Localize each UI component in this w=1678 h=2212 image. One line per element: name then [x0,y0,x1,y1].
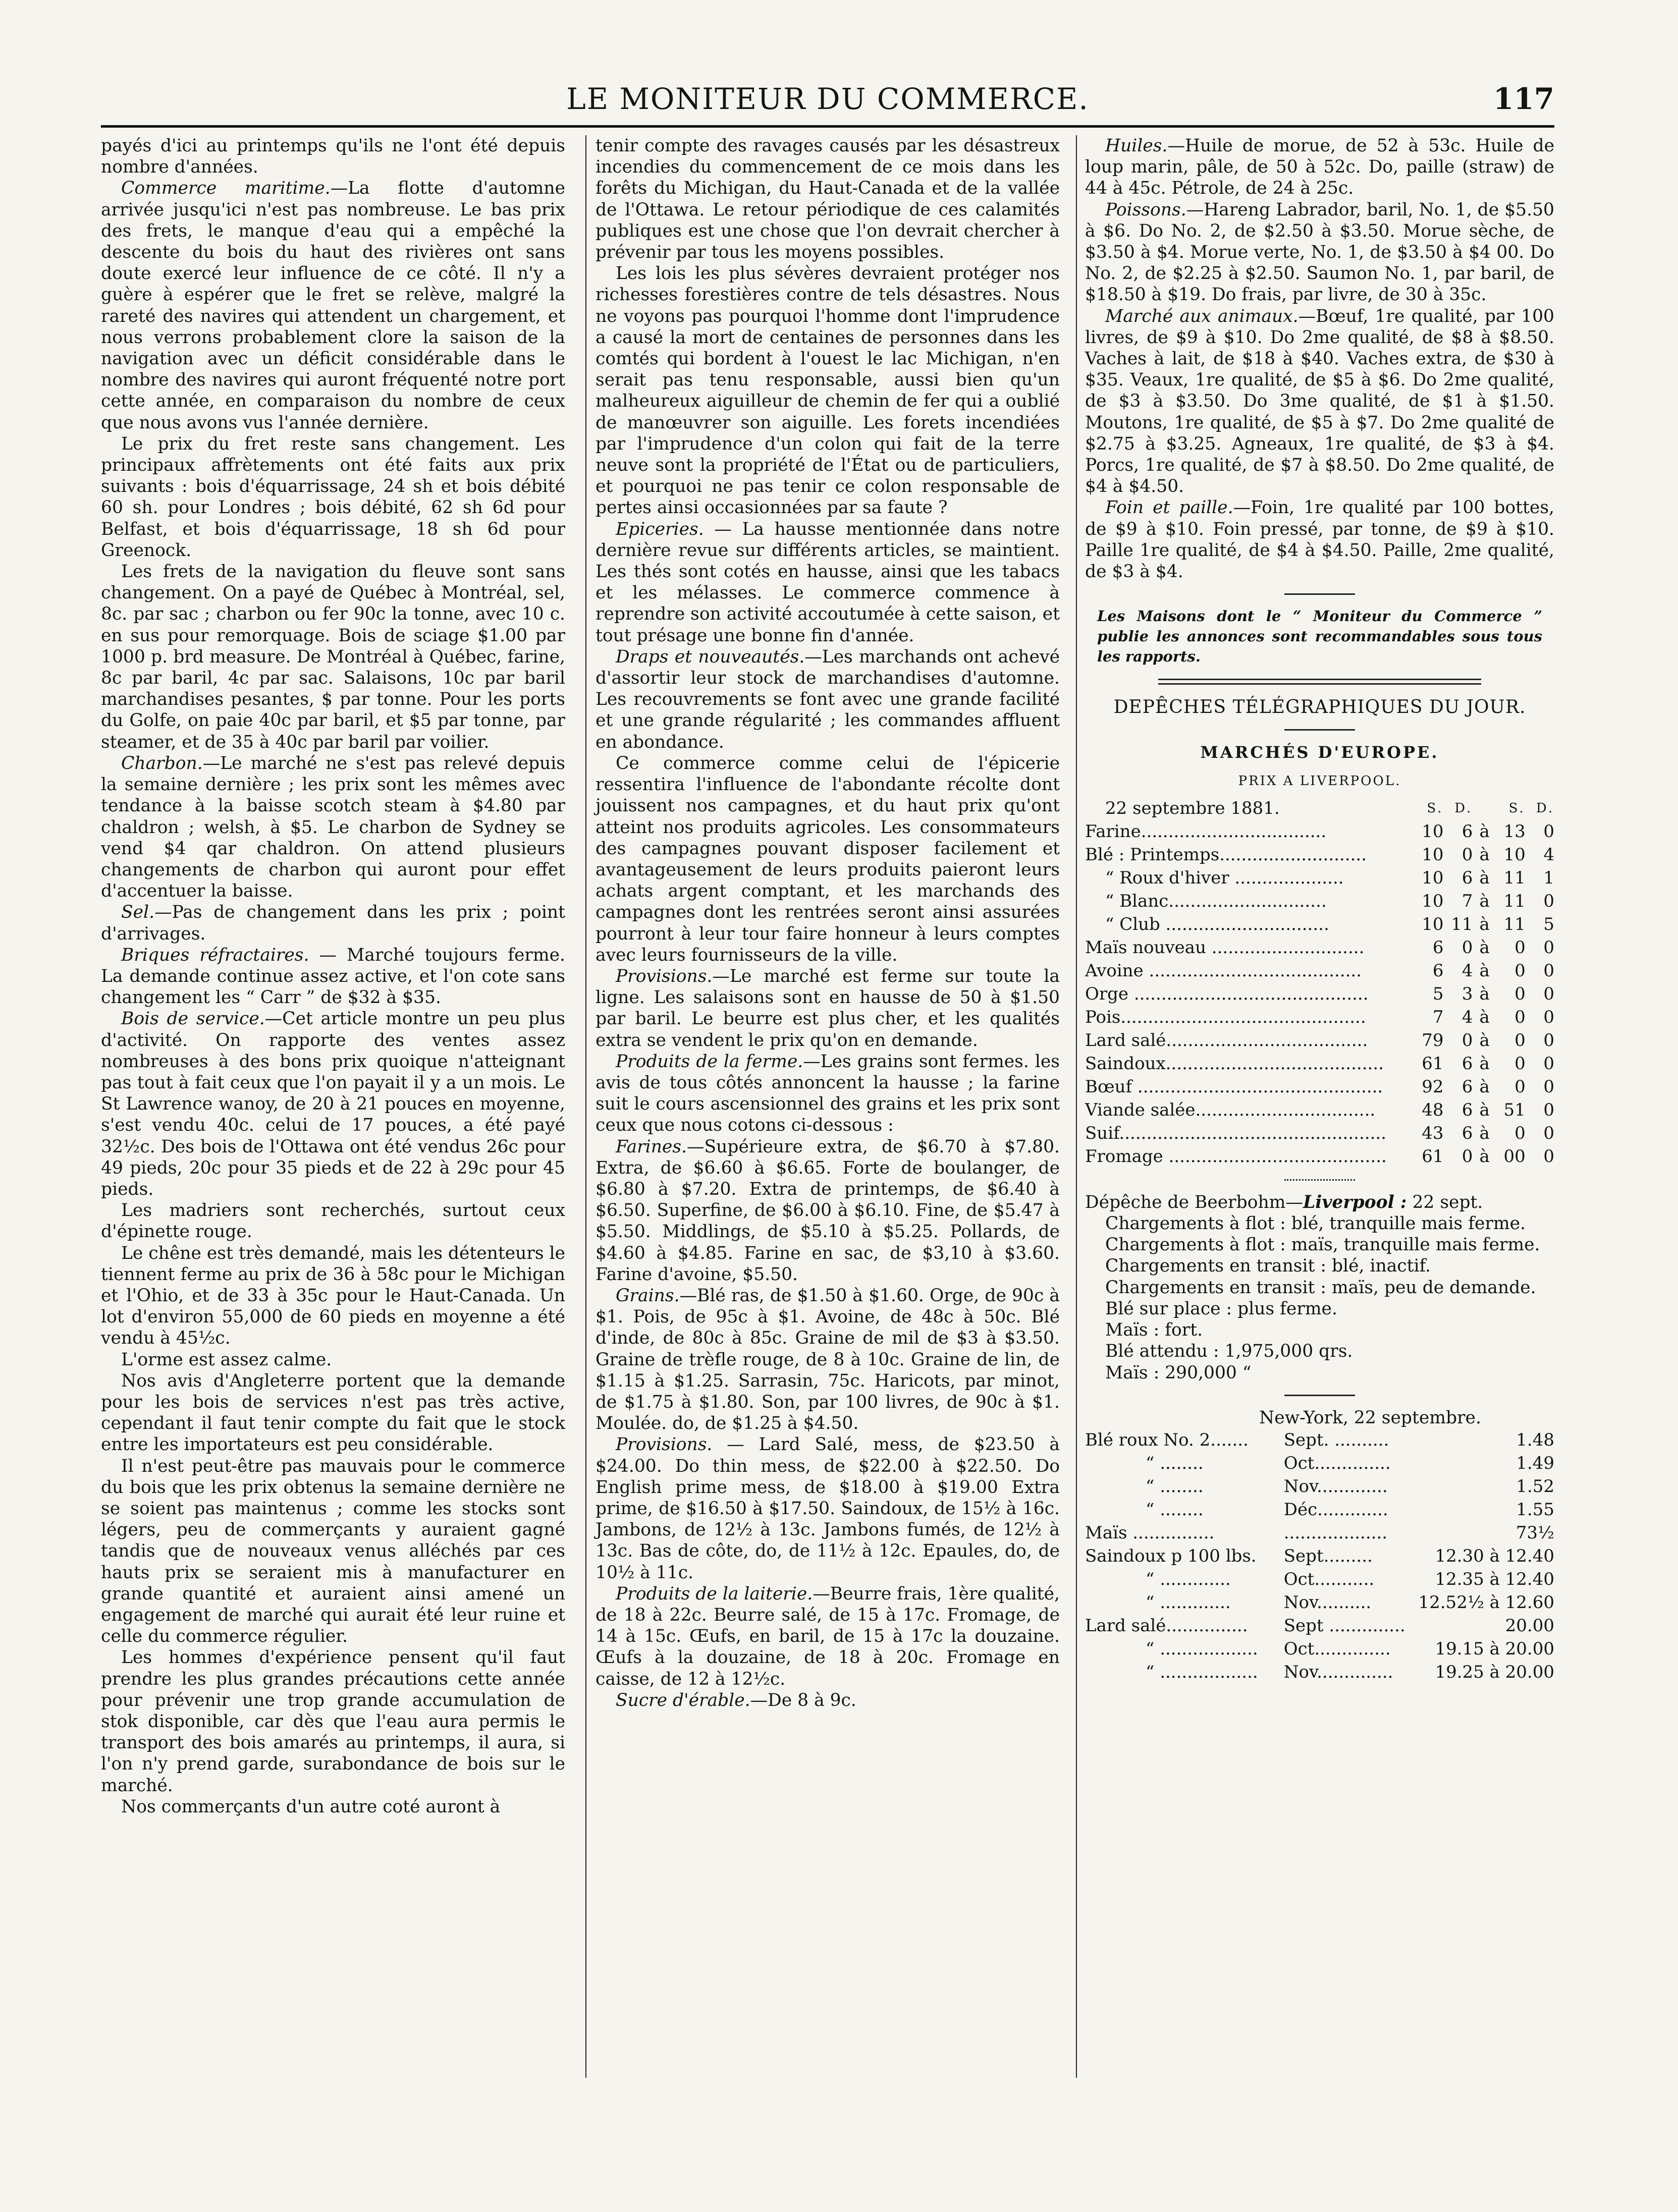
paragraph-text: Les frets de la navigation du fleuve sont sans changement. On a payé de Québec à Montréal, sel, 8c. par sac ; charbon ou fer 90c la tonne, avec 10 c. en sus pour remorquage. Bois de sciage $1.00 par 1000 p. brd measure. De Montréal à Québec, farine, 8c par baril, 4c par sac. Salaisons, 10c par baril marchandises pesantes, $ par tonne. Pour les ports du Golfe, on paie 40c par baril, et $5 par tonne, par steamer, et de 35 à 40c par baril par voilier. [101,562,565,752]
paragraph-text: L'orme est assez calme. [121,1349,332,1370]
price-cell: 4 [1462,1007,1473,1027]
depeches-title: DEPÊCHES TÉLÉGRAPHIQUES DU JOUR. [1113,697,1526,718]
beerbohm-dispatch [1085,1192,1554,1384]
price-cell: 11 [1503,867,1526,888]
section-heading: Grains. [616,1285,680,1306]
table-row [1085,890,1554,913]
price-cell: 13 [1503,821,1526,842]
price-cell: 73½ [1515,1522,1554,1543]
price-cell: à [1479,937,1490,958]
price-cell: 0 [1514,1076,1526,1097]
commodity-label: Maïs ............... [1085,1522,1215,1543]
table-row [1085,1498,1554,1521]
price-cell: 61 [1422,1146,1444,1167]
price-cell: 0 [1543,1007,1554,1027]
table-row [1085,820,1554,843]
column-header: D. [1454,800,1473,816]
commodity-label: Orge ........................................... [1085,983,1369,1004]
price-cell: 10 [1422,821,1444,842]
article-paragraph [596,1136,1060,1285]
section-heading: Provisions. [616,966,713,986]
beerbohm-heading [1085,1192,1554,1213]
price-cell: 0 [1514,937,1526,958]
price-cell: 11 [1503,891,1526,911]
commodity-label: Viande salée................................. [1085,1099,1376,1120]
price-cell: à [1479,1076,1490,1097]
commodity-label: “ Club .............................. [1105,914,1329,934]
section-heading: Charbon. [121,753,203,773]
beerbohm-date: 22 sept. [1406,1192,1483,1212]
section-heading: Marché aux animaux. [1105,306,1298,326]
table-row [1085,1029,1554,1052]
table-row [1085,936,1554,959]
paragraph-text: —Beurre frais, 1ère qualité, de 18 à 22c. Beurre salé, de 15 à 17c. Fromage, de 14 à 15c. Œufs, en baril, de 15 à 17c la douzaine. Œufs à la douzaine, de 18 à 20c. Fromage en caisse, de 12 à 12½c. [596,1583,1060,1689]
price-cell: 0 [1543,1146,1554,1167]
table-row [1085,1145,1554,1168]
price-cell: 79 [1422,1030,1444,1050]
commodity-label: “ ........ [1146,1499,1204,1520]
price-cell: 10 [1503,844,1526,865]
paragraph-text: —Le marché est ferme sur toute la ligne. Les salaisons sont en hausse de 50 à $1.50 par baril. Le beurre est plus cher, et les qualités extra se vendent le prix qu'on en demande. [596,966,1060,1050]
section-heading: Sel. [121,902,155,923]
commodity-label: Fromage ........................................ [1085,1146,1387,1167]
double-rule [1158,679,1481,685]
price-cell: 1 [1543,867,1554,888]
article-paragraph [596,1690,1060,1711]
table-row [1085,1637,1554,1661]
price-cell: 6 [1462,1076,1473,1097]
article-paragraph [101,1370,565,1456]
price-cell: 0 [1514,1123,1526,1143]
column-divider-2 [1076,135,1077,2078]
article-paragraph [101,1796,565,1817]
section-heading: Commerce maritime. [121,178,331,199]
column-divider-1 [585,135,586,2078]
price-cell: 6 [1462,1053,1473,1074]
delivery-month: Nov.............. [1283,1662,1393,1682]
delivery-month: Sept......... [1283,1545,1373,1566]
delivery-month: Sept .............. [1283,1615,1405,1636]
delivery-month: Oct........... [1283,1569,1375,1589]
price-cell: à [1479,960,1490,981]
price-cell: à [1479,1146,1490,1167]
section-heading: Foin et paille. [1105,497,1233,518]
price-cell: 10 [1422,914,1444,934]
commodity-label: “ Blanc............................. [1105,891,1327,911]
article-paragraph [1085,306,1554,497]
commodity-label: “ ........ [1146,1476,1204,1497]
paragraph-text: —Supérieure extra, de $6.70 à $7.80. Extra, de $6.60 à $6.65. Forte de boulanger, de $6.80 à $7.20. Extra de printemps, de $6.40 à $6.50. Superfine, de $6.00 à $6.10. Fine, de $5.47 à $5.50. Middlings, de $5.10 à $5.25. Pollards, de $4.60 à $4.85. Farine en sac, de $3,10 à $3.60. Farine d'avoine, $5.50. [596,1136,1060,1285]
article-paragraph [101,945,565,1009]
table-row [1085,1098,1554,1122]
price-cell: 7 [1432,1007,1444,1027]
europe-markets-title: MARCHÉS D'EUROPE. [1200,743,1439,762]
article-paragraph [596,135,1060,263]
paragraph-text: Ce commerce comme celui de l'épicerie ressentira l'influence de l'abondante récolte dont jouissent nos campagnes, et du haut prix qu'ont atteint nos produits agricoles. Les consommateurs des campagnes pouvant disposer facilement et avantageusement de leurs produits paieront leurs achats argent comptant, et les marchands des campagnes dont les rentrées seront ainsi assurées pourront à leur tour faire honneur à leurs comptes avec leurs fournisseurs de la ville. [596,753,1060,965]
price-cell: 6 [1462,821,1473,842]
table-row [1085,843,1554,866]
beerbohm-city: Liverpool : [1303,1192,1407,1212]
price-cell: 4 [1462,960,1473,981]
commodity-label: Pois............................................. [1085,1007,1366,1027]
dispatch-line: Maïs : fort. [1105,1320,1203,1341]
table-row [1085,1475,1554,1498]
article-paragraph [101,1349,565,1370]
article-paragraph [1085,199,1554,306]
commodity-label: Suif................................................. [1085,1123,1387,1143]
price-cell: à [1479,1099,1490,1120]
column-1 [101,135,565,1817]
price-cell: 61 [1422,1053,1444,1074]
commodity-label: Blé : Printemps........................... [1085,844,1367,865]
paragraph-text: Il n'est peut-être pas mauvais pour le commerce du bois que les prix obtenus la semaine dernière ne se soient pas maintenus ; comme les stocks sont légers, peu de commerçants y auraient gagné tandis que de nouveaux venus alléchés par ces hauts prix se seraient mis à manufacturer en grande quantité et auraient ainsi amené un engagement de marché qui aurait été leur ruine et celle du commerce régulier. [101,1456,565,1647]
article-paragraph [101,1008,565,1200]
price-cell: 6 [1432,960,1444,981]
table-row [1085,913,1554,936]
commodity-label: “ ............. [1146,1592,1231,1613]
price-cell: 1.55 [1516,1499,1554,1520]
table-row [1085,1521,1554,1544]
article-paragraph [596,1285,1060,1434]
paragraph-text: Le prix du fret reste sans changement. Les principaux affrètements ont été faits aux prix suivants : bois d'équarrissage, 24 sh et bois débité 60 sh. pour Londres ; bois débité, 62 sh 6d pour Belfast, et bois d'équarrissage, 18 sh 6d pour Greenock. [101,433,565,561]
page-number: 117 [1493,82,1554,116]
column-header: D. [1536,800,1554,816]
price-cell: 0 [1543,983,1554,1004]
separator-rule [1284,1179,1355,1181]
commodity-label: Bœuf ............................................. [1085,1076,1383,1097]
beerbohm-intro: Dépêche de Beerbohm— [1085,1192,1303,1212]
section-heading: Produits de la laiterie. [616,1583,813,1604]
newspaper-title: LE MONITEUR DU COMMERCE. [566,82,1089,116]
section-heading: Briques réfractaires. [121,945,309,965]
price-cell: 0 [1543,1123,1554,1143]
price-cell: 4 [1543,844,1554,865]
price-cell: à [1479,1123,1490,1143]
commodity-label: Blé roux No. 2....... [1085,1429,1249,1450]
article-paragraph [596,646,1060,753]
price-cell: 0 [1514,1007,1526,1027]
paragraph-text: Les lois les plus sévères devraient protéger nos richesses forestières contre de tels désastres. Nous ne voyons pas pourquoi l'homme dont l'imprudence a causé la mort de centaines de personnes dans les comtés qui bordent à l'ouest le lac Michigan, n'en serait pas tenu responsable, aussi bien qu'un malheureux aiguilleur de chemin de fer qui a oublié de manœuvrer son aiguille. Les forets incendiées par l'imprudence d'un colon qui fait de la terre neuve sont la propriété de l'État ou de particuliers, et pourquoi ne pas tenir ce colon responsable de pertes ainsi occasionnées par sa faute ? [596,263,1060,518]
paragraph-text: —La flotte d'automne arrivée jusqu'ici n'est pas nombreuse. Le bas prix des frets, le manque d'eau qui a empêché la descente du bois du haut des rivières ont sans doute exercé leur influence de ce côté. Il n'y a guère à espérer que le fret se relève, malgré la rareté des navires qui attendent un chargement, et nous verrons probablement clore la saison de la navigation avec un déficit considérable dans le nombre des navires qui auront fréquenté notre port cette année, en comparaison du nombre de ceux que nous avons vus l'année dernière. [101,178,565,433]
paragraph-text: Nos commerçants d'un autre coté auront à [121,1796,501,1817]
paragraph-text: tenir compte des ravages causés par les désastreux incendies du commencement de ce mois dans les forêts du Michigan, du Haut-Canada et de la vallée de l'Ottawa. Le retour périodique de ces calamités publiques est une chose que l'on devrait chercher à prévenir par tous les moyens possibles. [596,136,1060,263]
dispatch-line: Chargements à flot : blé, tranquille mais ferme. [1105,1213,1526,1234]
price-cell: 12.30 à 12.40 [1435,1545,1554,1566]
price-cell: 5 [1432,983,1444,1004]
price-cell: 0 [1543,1076,1554,1097]
price-cell: 0 [1514,1030,1526,1050]
section-heading: Provisions. [616,1434,713,1455]
paragraph-text: payés d'ici au printemps qu'ils ne l'ont été depuis nombre d'années. [101,136,565,178]
price-cell: 11 [1503,914,1526,934]
price-cell: à [1479,821,1490,842]
price-cell: 0 [1543,1099,1554,1120]
article-paragraph [101,1200,565,1242]
table-row [1085,1591,1554,1614]
commodity-label: “ Roux d'hiver .................... [1105,867,1344,888]
commodity-label: Saindoux p 100 lbs. [1085,1545,1257,1566]
price-cell: 20.00 [1505,1615,1554,1636]
liverpool-prices-title: PRIX A LIVERPOOL. [1238,773,1401,789]
paragraph-text: Les madriers sont recherchés, surtout ceux d'épinette rouge. [101,1200,565,1242]
commodity-label: Farine.................................. [1085,821,1327,842]
price-cell: 0 [1543,937,1554,958]
delivery-month: ................... [1283,1522,1388,1543]
header-rule [101,125,1554,128]
paragraph-text: —De 8 à 9c. [750,1690,856,1710]
newyork-price-table [1085,1428,1554,1684]
table-row [1085,1661,1554,1684]
price-cell: 0 [1543,960,1554,981]
separator-rule [1284,729,1355,731]
price-cell: 0 [1514,983,1526,1004]
table-row [1085,1122,1554,1145]
price-cell: 51 [1503,1099,1526,1120]
article-paragraph [596,1434,1060,1583]
table-row [1085,1614,1554,1637]
article-paragraph [101,902,565,944]
table-row [1085,1075,1554,1098]
table-row [1085,982,1554,1006]
delivery-month: Nov............. [1283,1476,1388,1497]
price-cell: 0 [1543,1030,1554,1050]
paragraph-text: —Pas de changement dans les prix ; point d'arrivages. [101,902,565,944]
paragraph-text: —Cet article montre un peu plus d'activité. On rapporte des ventes assez nombreuses à des bons prix quoique n'atteignant pas tout à fait ceux que l'on payait il y a un mois. Le St Lawrence wanoy, de 20 à 21 pouces en moyenne, s'est vendu 40c. celui de 17 pouces, a été payé 32½c. Des bois de l'Ottawa ont été vendus 26c pour 49 pieds, 20c pour 35 pieds et de 22 à 29c pour 45 pieds. [101,1009,565,1199]
beerbohm-lines [1085,1213,1554,1384]
section-heading: Bois de service. [121,1009,265,1029]
price-cell: 1.52 [1516,1476,1554,1497]
paragraph-text: — Lard Salé, mess, de $23.50 à $24.00. Do thin mess, de $22.00 à $22.50. Do English prime mess, de $18.00 à $19.00 Extra prime, de $16.50 à $17.50. Saindoux, de 15½ à 16c. Jambons, de 12½ à 13c. Jambons fumés, de 12½ à 13c. Bas de côte, do, de 11½ à 12c. Epaules, do, de 10½ à 11c. [596,1434,1060,1583]
price-cell: 19.15 à 20.00 [1435,1638,1554,1659]
column-2 [596,135,1060,1711]
delivery-month: Nov.......... [1283,1592,1372,1613]
table-header-row [1085,797,1554,820]
dispatch-line: Blé sur place : plus ferme. [1105,1298,1337,1319]
commodity-label: “ ............. [1146,1569,1231,1589]
price-cell: 12.52½ à 12.60 [1418,1592,1554,1613]
paragraph-text: —Le marché ne s'est pas relevé depuis la semaine dernière ; les prix sont les mêmes avec tendance à la baisse scotch steam à $4.80 par chaldron ; welsh, à $5. Le charbon de Sydney se vend $4 qar chaldron. On attend plusieurs changements de charbon qui auront pour effet d'accentuer la baisse. [101,753,565,902]
separator-rule [1284,593,1355,595]
price-cell: 7 [1462,891,1473,911]
delivery-month: Déc............. [1283,1499,1388,1520]
price-cell: 6 [1432,937,1444,958]
article-paragraph [101,178,565,433]
table-row [1085,1568,1554,1591]
article-paragraph [101,135,565,178]
paragraph-text: —Huile de morue, de 52 à 53c. Huile de loup marin, pâle, de 50 à 52c. Do, paille (straw) de 44 à 45c. Pétrole, de 24 à 25c. [1085,136,1554,199]
section-heading: Epiceries. [616,519,704,539]
paragraph-text: —Blé ras, de $1.50 à $1.60. Orge, de 90c à $1. Pois, de 95c à $1. Avoine, de 48c à 50c. Blé d'inde, de 80c à 85c. Graine de mil de $3 à $3.50. Graine de trèfle rouge, de 8 à 10c. Graine de lin, de $1.15 à $1.25. Sarrasin, 75c. Haricots, par minot, de $1.75 à $1.80. Son, par 100 livres, de 90c à $1. Moulée. do, de $1.25 à $4.50. [596,1285,1060,1434]
section-heading: Farines. [616,1136,687,1157]
section-heading: Sucre d'érable. [616,1690,750,1710]
price-cell: 10 [1422,891,1444,911]
article-paragraph [1085,135,1554,199]
delivery-month: Oct.............. [1283,1453,1391,1473]
price-cell: 11 [1451,914,1473,934]
article-paragraph [596,519,1060,646]
article-paragraph [596,753,1060,966]
article-paragraph [596,966,1060,1051]
price-cell: 0 [1462,1146,1473,1167]
table-row [1085,1006,1554,1029]
section-heading: Produits de la ferme. [616,1051,803,1072]
price-cell: 19.25 à 20.00 [1435,1662,1554,1682]
article-paragraph [101,1456,565,1647]
column-3 [1085,135,1554,1684]
dispatch-line: Blé attendu : 1,975,000 qrs. [1105,1341,1353,1362]
column-header: S. [1508,800,1526,816]
commodity-label: Avoine ....................................... [1085,960,1362,981]
dispatch-line: Chargements en transit : maïs, peu de demande. [1105,1277,1536,1298]
price-cell: 0 [1514,960,1526,981]
price-cell: à [1479,1053,1490,1074]
commodity-label: “ .................. [1146,1638,1258,1659]
article-paragraph [101,561,565,753]
paragraph-text: —Hareng Labrador, baril, No. 1, de $5.50 à $6. Do No. 2, de $2.50 à $3.50. Morue sèche, de $3.50 à $4. Morue verte, No. 1, de $3.50 à $4 00. Do No. 2, de $2.25 à $2.50. Saumon No. 1, par baril, de $18.50 à $19. Do frais, par livre, de 30 à 35c. [1085,199,1554,305]
commodity-label: Saindoux........................................ [1085,1053,1384,1074]
price-cell: 92 [1422,1076,1444,1097]
separator-rule [1284,1395,1355,1396]
price-cell: 43 [1422,1123,1444,1143]
price-cell: 10 [1422,844,1444,865]
delivery-month: Oct.............. [1283,1638,1391,1659]
column-header: S. [1427,800,1444,816]
article-paragraph [1085,497,1554,582]
article-paragraph [596,1583,1060,1690]
paragraph-text: —Foin, 1re qualité par 100 bottes, de $9 à $10. Foin pressé, par tonne, de $9 à $10. Paille 1re qualité, de $4 à $4.50. Paille, 2me qualité, de $3 à $4. [1085,497,1554,582]
paragraph-text: — Marché toujours ferme. La demande continue assez active, et l'on cote sans changement les “ Carr ” de $32 à $35. [101,945,565,1008]
table-row [1085,1428,1554,1452]
commodity-label: “ ........ [1146,1453,1204,1473]
price-cell: 12.35 à 12.40 [1435,1569,1554,1589]
price-cell: 1.48 [1516,1429,1554,1450]
price-cell: 0 [1543,821,1554,842]
commodity-label: Lard salé............... [1085,1615,1248,1636]
table-row [1085,1052,1554,1075]
delivery-month: Sept. .......... [1283,1429,1389,1450]
article-paragraph [596,1051,1060,1136]
table-row [1085,959,1554,982]
price-cell: 00 [1503,1146,1526,1167]
article-paragraph [101,753,565,902]
price-cell: 6 [1462,1123,1473,1143]
paragraph-text: Nos avis d'Angleterre portent que la demande pour les bois de services n'est pas très active, cependant il faut tenir compte du fait que le stock entre les importateurs est peu considérable. [101,1370,565,1455]
price-cell: 0 [1543,1053,1554,1074]
paragraph-text: —Les marchands ont achevé d'assortir leur stock de marchandises d'automne. Les recouvrements se font avec une grande facilité et une grande régularité ; les commandes affluent en abondance. [596,646,1060,752]
paragraph-text: Le chêne est très demandé, mais les détenteurs le tiennent ferme au prix de 36 à 58c pour le Michigan et l'Ohio, et de 33 à 35c pour le Haut-Canada. Un lot d'environ 55,000 de 60 pieds en moyenne a été vendu à 45½c. [101,1243,565,1349]
price-cell: 6 [1462,867,1473,888]
table-row [1085,1544,1554,1568]
price-cell: 0 [1543,891,1554,911]
price-cell: 0 [1514,1053,1526,1074]
price-cell: 1.49 [1516,1453,1554,1473]
dispatch-line: Chargements à flot : maïs, tranquille mais ferme. [1105,1235,1540,1255]
dispatch-line: Maïs : 290,000 “ [1105,1362,1252,1383]
paragraph-text: —Les grains sont fermes. les avis de tous côtés annoncent la hausse ; la farine suit le cours ascensionnel des grains et les prix sont ceux que nous cotons ci-dessous : [596,1051,1060,1136]
price-cell: 0 [1462,844,1473,865]
commodity-label: Lard salé..................................... [1085,1030,1368,1050]
commodity-label: Maïs nouveau ............................ [1085,937,1365,958]
price-cell: 0 [1462,1030,1473,1050]
price-cell: 48 [1422,1099,1444,1120]
paragraph-text: —Bœuf, 1re qualité, par 100 livres, de $9 à $10. Do 2me qualité, de $8 à $8.50. Vaches à lait, de $18 à $40. Vaches extra, de $30 à $35. Veaux, 1re qualité, de $5 à $6. Do 2me qualité, de $3 à $3.50. Do 3me qualité, de $1 à $1.50. Moutons, 1re qualité, de $5 à $7. Do 2me qualité de $2.75 à $3.25. Agneaux, 1re qualité, de $3 à $4. Porcs, 1re qualité, de $7 à $8.50. Do 2me qualité, de $4 à $4.50. [1085,306,1554,497]
price-cell: 3 [1462,983,1473,1004]
price-cell: 0 [1462,937,1473,958]
section-heading: Draps et nouveautés. [616,646,805,667]
price-cell: à [1479,983,1490,1004]
article-paragraph [101,1647,565,1796]
price-cell: à [1479,844,1490,865]
price-cell: à [1479,914,1490,934]
price-cell: à [1479,867,1490,888]
liverpool-date: 22 septembre 1881. [1105,798,1280,818]
price-cell: à [1479,891,1490,911]
section-heading: Huiles. [1105,136,1168,156]
masthead [101,80,1554,125]
article-paragraph [101,433,565,561]
commodity-label: “ .................. [1146,1662,1258,1682]
paragraph-text: Les hommes d'expérience pensent qu'il faut prendre les plus grandes précautions cette année pour prévenir une trop grande accumulation de stok disponible, car dès que l'eau aura permis le transport des bois amarés au printemps, il aura, si l'on n'y prend garde, surabondance de bois sur le marché. [101,1647,565,1796]
price-cell: 5 [1543,914,1554,934]
newyork-title: New-York, 22 septembre. [1259,1407,1481,1428]
dispatch-line: Chargements en transit : blé, inactif. [1105,1256,1431,1277]
section-heading: Poissons. [1105,199,1186,220]
table-row [1085,1452,1554,1475]
table-row [1085,866,1554,890]
article-paragraph [101,1243,565,1349]
paragraph-text: — La hausse mentionnée dans notre dernière revue sur différents articles, se maintient. Les thés sont cotés en hausse, ainsi que les tabacs et les mélasses. Le commerce commence à reprendre son activité accoutumée à cette saison, et tout présage une bonne fin d'année. [596,519,1060,646]
advertisers-notice: Les Maisons dont le “ Moniteur du Commerce ” publie les annonces sont recommandables sous tous les rapports. [1097,607,1542,666]
liverpool-price-table [1085,797,1554,1168]
price-cell: 10 [1422,867,1444,888]
price-cell: 6 [1462,1099,1473,1120]
article-paragraph [596,263,1060,518]
price-cell: à [1479,1007,1490,1027]
price-cell: à [1479,1030,1490,1050]
column-3-articles [1085,135,1554,582]
